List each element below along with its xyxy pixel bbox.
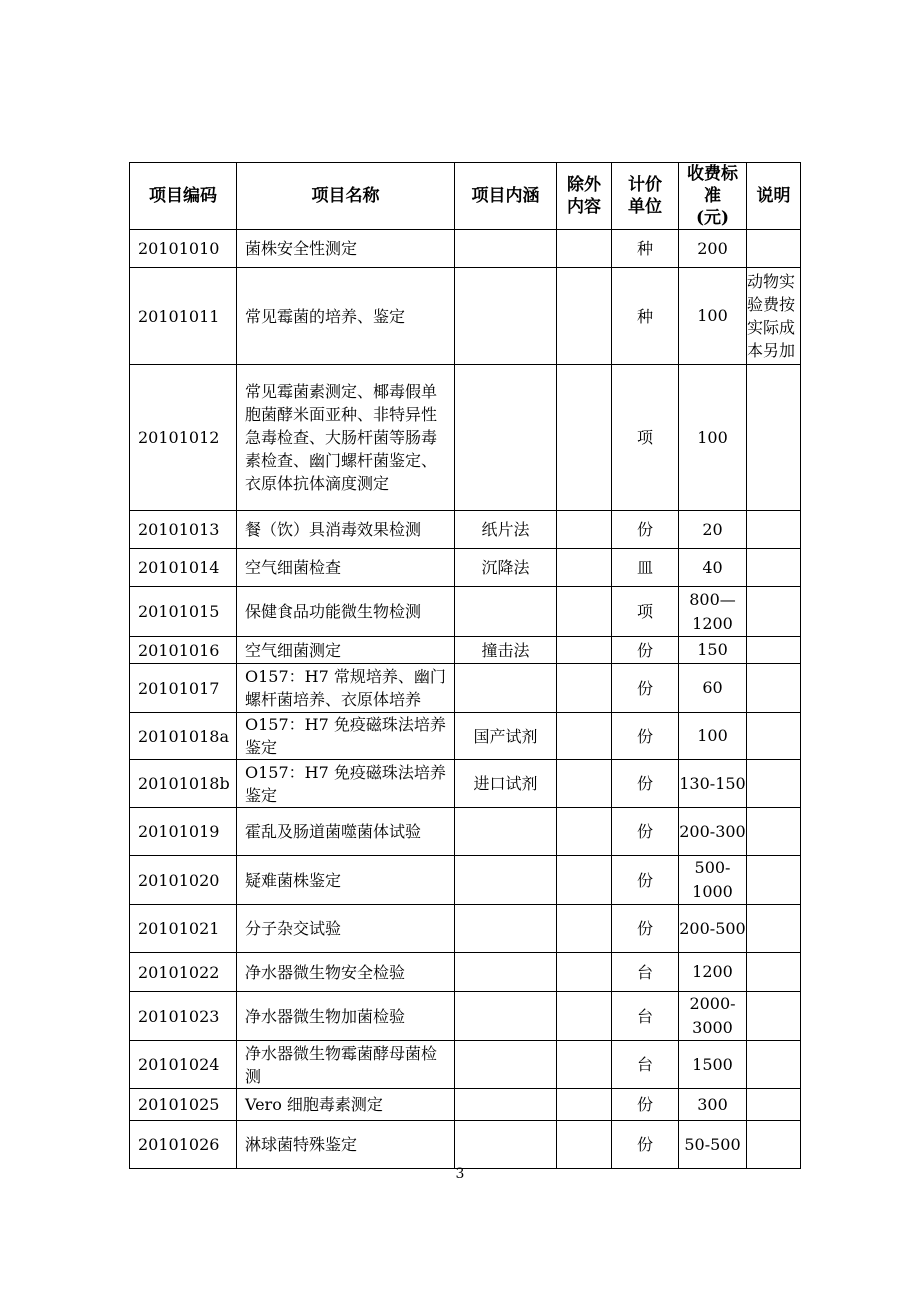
fee-standard-cell: 2000-3000 xyxy=(679,992,747,1041)
fee-standard-cell: 100 xyxy=(679,268,747,365)
note-cell xyxy=(747,1089,801,1121)
item-name-cell: 净水器微生物霉菌酵母菌检测 xyxy=(237,1041,455,1089)
excluded-content-cell xyxy=(557,268,612,365)
item-name-cell: 疑难菌株鉴定 xyxy=(237,856,455,905)
pricing-unit-cell: 种 xyxy=(612,230,679,268)
excluded-content-cell xyxy=(557,637,612,664)
table-row xyxy=(130,1089,801,1121)
note-cell xyxy=(747,230,801,268)
item-name-cell: 常见霉菌的培养、鉴定 xyxy=(237,268,455,365)
table-row xyxy=(130,992,801,1041)
excluded-content-cell xyxy=(557,808,612,856)
pricing-unit-cell: 皿 xyxy=(612,549,679,587)
item-name-cell: O157：H7 常规培养、幽门螺杆菌培养、衣原体培养 xyxy=(237,664,455,713)
note-cell xyxy=(747,992,801,1041)
item-name-cell: 淋球菌特殊鉴定 xyxy=(237,1121,455,1169)
fee-standard-cell: 200-300 xyxy=(679,808,747,856)
item-content-cell xyxy=(455,905,557,953)
item-code-cell: 20101025 xyxy=(130,1089,237,1121)
pricing-unit-cell: 台 xyxy=(612,953,679,992)
pricing-unit-cell: 份 xyxy=(612,808,679,856)
fee-standard-cell: 1500 xyxy=(679,1041,747,1089)
item-code-cell: 20101013 xyxy=(130,511,237,549)
item-content-cell xyxy=(455,664,557,713)
header-fee xyxy=(679,163,747,230)
page-number: 3 xyxy=(455,1166,465,1182)
excluded-content-cell xyxy=(557,1121,612,1169)
item-content-cell xyxy=(455,992,557,1041)
item-content-cell xyxy=(455,1041,557,1089)
table-row xyxy=(130,365,801,511)
fee-standard-cell: 130-150 xyxy=(679,760,747,808)
item-content-cell xyxy=(455,230,557,268)
item-name-cell: O157：H7 免疫磁珠法培养鉴定 xyxy=(237,713,455,760)
excluded-content-cell xyxy=(557,713,612,760)
table-row xyxy=(130,637,801,664)
pricing-unit-cell: 份 xyxy=(612,664,679,713)
item-content-cell xyxy=(455,856,557,905)
excluded-content-cell xyxy=(557,230,612,268)
table-row xyxy=(130,587,801,637)
item-name-cell: 霍乱及肠道菌噬菌体试验 xyxy=(237,808,455,856)
header-fee-line2: (元) xyxy=(695,208,730,228)
pricing-unit-cell: 份 xyxy=(612,760,679,808)
item-code-cell: 20101021 xyxy=(130,905,237,953)
excluded-content-cell xyxy=(557,992,612,1041)
excluded-content-cell xyxy=(557,953,612,992)
fee-standard-cell: 800—1200 xyxy=(679,587,747,637)
pricing-unit-cell: 份 xyxy=(612,1089,679,1121)
note-cell xyxy=(747,587,801,637)
note-line: 本另加 xyxy=(747,341,796,360)
note-cell xyxy=(747,808,801,856)
item-name-cell: 净水器微生物加菌检验 xyxy=(237,992,455,1041)
item-code-cell: 20101012 xyxy=(130,365,237,511)
item-code-cell: 20101016 xyxy=(130,637,237,664)
note-line: 验费按 xyxy=(747,295,796,314)
note-cell xyxy=(747,953,801,992)
fee-standard-cell: 200 xyxy=(679,230,747,268)
table-row xyxy=(130,664,801,713)
pricing-unit-cell: 种 xyxy=(612,268,679,365)
header-content: 项目内涵 xyxy=(455,163,557,230)
item-code-cell: 20101017 xyxy=(130,664,237,713)
table-row xyxy=(130,713,801,760)
fee-standard-cell: 20 xyxy=(679,511,747,549)
note-cell xyxy=(747,760,801,808)
header-unit xyxy=(612,163,679,230)
pricing-unit-cell: 台 xyxy=(612,992,679,1041)
item-code-cell: 20101023 xyxy=(130,992,237,1041)
fee-standard-cell: 150 xyxy=(679,637,747,664)
fee-standard-cell: 200-500 xyxy=(679,905,747,953)
item-name-cell: 保健食品功能微生物检测 xyxy=(237,587,455,637)
table-row xyxy=(130,856,801,905)
header-unit-line1: 计价 xyxy=(628,175,662,195)
item-code-cell: 20101014 xyxy=(130,549,237,587)
note-cell xyxy=(747,1121,801,1169)
fee-standard-cell: 50-500 xyxy=(679,1121,747,1169)
table-row xyxy=(130,230,801,268)
item-content-cell xyxy=(455,365,557,511)
excluded-content-cell xyxy=(557,549,612,587)
table-row xyxy=(130,953,801,992)
item-name-cell: 净水器微生物安全检验 xyxy=(237,953,455,992)
table-row xyxy=(130,905,801,953)
item-name-cell: 餐（饮）具消毒效果检测 xyxy=(237,511,455,549)
item-code-cell: 20101022 xyxy=(130,953,237,992)
pricing-unit-cell: 份 xyxy=(612,511,679,549)
fee-standard-cell: 300 xyxy=(679,1089,747,1121)
item-content-cell: 纸片法 xyxy=(455,511,557,549)
pricing-unit-cell: 台 xyxy=(612,1041,679,1089)
excluded-content-cell xyxy=(557,1041,612,1089)
header-name: 项目名称 xyxy=(237,163,455,230)
note-cell xyxy=(747,637,801,664)
note-cell xyxy=(747,856,801,905)
note-cell xyxy=(747,1041,801,1089)
table-row xyxy=(130,1041,801,1089)
header-excluded-line1: 除外 xyxy=(567,175,601,195)
excluded-content-cell xyxy=(557,856,612,905)
note-cell xyxy=(747,365,801,511)
item-content-cell xyxy=(455,808,557,856)
table-row xyxy=(130,549,801,587)
header-fee-line1: 收费标准 xyxy=(687,164,738,206)
table-row xyxy=(130,808,801,856)
item-name-cell: 常见霉菌素测定、椰毒假单胞菌酵米面亚种、非特异性急毒检查、大肠杆菌等肠毒素检查、幽门螺杆菌鉴定、衣原体抗体滴度测定 xyxy=(237,365,455,511)
item-content-cell: 沉降法 xyxy=(455,549,557,587)
excluded-content-cell xyxy=(557,365,612,511)
item-content-cell xyxy=(455,1121,557,1169)
excluded-content-cell xyxy=(557,664,612,713)
excluded-content-cell xyxy=(557,587,612,637)
fee-schedule-table xyxy=(129,162,801,1169)
item-code-cell: 20101019 xyxy=(130,808,237,856)
item-content-cell: 撞击法 xyxy=(455,637,557,664)
note-line: 实际成 xyxy=(747,318,796,337)
note-cell xyxy=(747,713,801,760)
table-body xyxy=(130,230,801,1169)
excluded-content-cell xyxy=(557,905,612,953)
fee-standard-cell: 500-1000 xyxy=(679,856,747,905)
note-cell xyxy=(747,664,801,713)
table-row xyxy=(130,511,801,549)
fee-standard-cell: 100 xyxy=(679,365,747,511)
item-content-cell xyxy=(455,1089,557,1121)
item-name-cell: 菌株安全性测定 xyxy=(237,230,455,268)
header-row xyxy=(130,163,801,230)
item-code-cell: 20101024 xyxy=(130,1041,237,1089)
item-code-cell: 20101011 xyxy=(130,268,237,365)
pricing-unit-cell: 份 xyxy=(612,713,679,760)
pricing-unit-cell: 份 xyxy=(612,1121,679,1169)
item-name-cell: O157：H7 免疫磁珠法培养鉴定 xyxy=(237,760,455,808)
item-code-cell: 20101026 xyxy=(130,1121,237,1169)
header-excluded xyxy=(557,163,612,230)
fee-standard-cell: 100 xyxy=(679,713,747,760)
note-cell xyxy=(747,268,801,365)
item-name-cell: 空气细菌测定 xyxy=(237,637,455,664)
table-row xyxy=(130,760,801,808)
note-line: 动物实 xyxy=(747,272,796,291)
note-cell xyxy=(747,511,801,549)
header-code: 项目编码 xyxy=(130,163,237,230)
item-content-cell xyxy=(455,953,557,992)
item-code-cell: 20101010 xyxy=(130,230,237,268)
excluded-content-cell xyxy=(557,1089,612,1121)
pricing-unit-cell: 份 xyxy=(612,637,679,664)
header-note: 说明 xyxy=(747,163,801,230)
item-name-cell: 空气细菌检查 xyxy=(237,549,455,587)
item-code-cell: 20101020 xyxy=(130,856,237,905)
header-excluded-line2: 内容 xyxy=(567,197,601,217)
item-code-cell: 20101018a xyxy=(130,713,237,760)
pricing-unit-cell: 份 xyxy=(612,856,679,905)
table-row xyxy=(130,268,801,365)
item-content-cell xyxy=(455,587,557,637)
table-row xyxy=(130,1121,801,1169)
fee-standard-cell: 60 xyxy=(679,664,747,713)
item-content-cell: 进口试剂 xyxy=(455,760,557,808)
item-content-cell: 国产试剂 xyxy=(455,713,557,760)
pricing-unit-cell: 项 xyxy=(612,365,679,511)
pricing-unit-cell: 项 xyxy=(612,587,679,637)
excluded-content-cell xyxy=(557,511,612,549)
pricing-unit-cell: 份 xyxy=(612,905,679,953)
fee-standard-cell: 40 xyxy=(679,549,747,587)
note-cell xyxy=(747,549,801,587)
item-name-cell: 分子杂交试验 xyxy=(237,905,455,953)
excluded-content-cell xyxy=(557,760,612,808)
item-content-cell xyxy=(455,268,557,365)
item-name-cell: Vero 细胞毒素测定 xyxy=(237,1089,455,1121)
header-unit-line2: 单位 xyxy=(628,197,662,217)
item-code-cell: 20101018b xyxy=(130,760,237,808)
fee-standard-cell: 1200 xyxy=(679,953,747,992)
item-code-cell: 20101015 xyxy=(130,587,237,637)
note-cell xyxy=(747,905,801,953)
